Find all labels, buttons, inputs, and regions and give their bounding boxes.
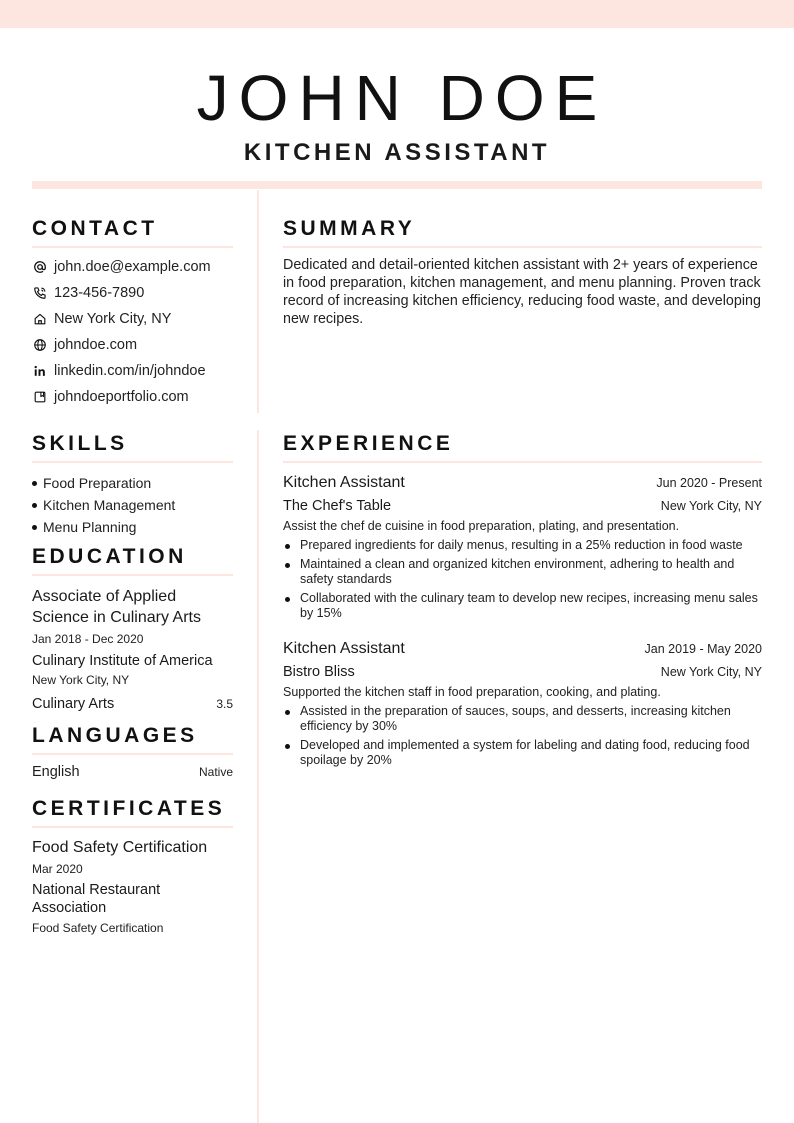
job-company: The Chef's Table: [283, 498, 392, 514]
bullet-dot: [285, 544, 290, 549]
job-bullet-text: Maintained a clean and organized kitchen environment, adhering to health and safety standards: [300, 557, 735, 586]
contact-phone-text: 123-456-7890: [54, 285, 145, 301]
person-name: JOHN DOE: [196, 62, 608, 134]
education-field: Culinary Arts: [32, 696, 115, 712]
job-bullet: [283, 738, 762, 768]
summary-section: [283, 216, 762, 328]
job-entry: [283, 473, 762, 621]
education-dates: Jan 2018 - Dec 2020: [32, 632, 144, 646]
column-divider: [257, 190, 259, 413]
education-heading: EDUCATION: [32, 544, 233, 576]
bullet-dot: [285, 563, 290, 568]
job-description: Supported the kitchen staff in food preparation, cooking, and plating.: [283, 685, 661, 699]
bullet-dot: [32, 481, 37, 486]
job-bullet-text: Collaborated with the culinary team to develop new recipes, increasing menu sales by 15%: [300, 591, 758, 620]
top-accent-band: [0, 0, 794, 28]
contact-section: [32, 216, 233, 410]
education-section: [32, 544, 233, 713]
education-location: New York City, NY: [32, 673, 130, 687]
bullet-dot: [32, 503, 37, 508]
globe-icon: [32, 338, 47, 353]
at-icon: [32, 260, 47, 275]
job-company: Bistro Bliss: [283, 664, 355, 680]
job-location: New York City, NY: [660, 665, 762, 679]
language-name: English: [32, 764, 80, 780]
job-bullet-text: Prepared ingredients for daily menus, resulting in a 25% reduction in food waste: [300, 538, 743, 552]
job-bullet: [283, 591, 762, 621]
contact-heading: CONTACT: [32, 216, 233, 248]
education-field-row: [32, 695, 233, 713]
languages-section: [32, 723, 233, 780]
skill-label: Food Preparation: [43, 475, 152, 491]
job-bullet-text: Developed and implemented a system for labeling and dating food, reducing food spoilage by 20%: [300, 738, 750, 767]
contact-email-text: john.doe@example.com: [54, 259, 211, 275]
skill-label: Kitchen Management: [43, 497, 176, 513]
header-divider: [32, 181, 762, 189]
job-dates: Jan 2019 - May 2020: [644, 642, 762, 656]
bullet-dot: [32, 525, 37, 530]
education-school: Culinary Institute of America: [32, 653, 213, 669]
skill-item: [32, 516, 233, 538]
experience-heading: EXPERIENCE: [283, 431, 762, 463]
skill-label: Menu Planning: [43, 519, 137, 535]
certificates-heading: CERTIFICATES: [32, 796, 233, 828]
contact-email[interactable]: [32, 254, 233, 280]
job-title: Kitchen Assistant: [283, 474, 405, 491]
job-bullet: [283, 557, 762, 587]
language-row: [32, 764, 233, 780]
contact-portfolio[interactable]: [32, 384, 233, 410]
contact-phone[interactable]: [32, 280, 233, 306]
job-location: New York City, NY: [660, 499, 762, 513]
job-bullets: [283, 704, 762, 768]
contact-linkedin[interactable]: [32, 358, 233, 384]
contact-website[interactable]: [32, 332, 233, 358]
resume-header: [0, 60, 794, 168]
job-bullets: [283, 538, 762, 621]
contact-website-text: johndoe.com: [54, 337, 138, 353]
skills-section: [32, 431, 233, 538]
certificate-detail: Mar 2020: [32, 862, 83, 876]
linkedin-icon: [32, 364, 47, 379]
certificates-section: [32, 796, 233, 936]
languages-heading: LANGUAGES: [32, 723, 233, 755]
skills-heading: SKILLS: [32, 431, 233, 463]
skill-item: [32, 472, 233, 494]
job-description: Assist the chef de cuisine in food preparation, plating, and presentation.: [283, 519, 680, 533]
job-bullet: [283, 704, 762, 734]
summary-heading: SUMMARY: [283, 216, 762, 248]
job-bullet: [283, 538, 762, 553]
job-bullet-text: Assisted in the preparation of sauces, soups, and desserts, increasing kitchen efficiency by 30%: [300, 704, 731, 733]
experience-section: [283, 431, 762, 768]
phone-icon: [32, 286, 47, 301]
home-icon: [32, 312, 47, 327]
summary-text: Dedicated and detail-oriented kitchen assistant with 2+ years of experience in food preparation, kitchen management, and menu planning. Proven track record of increasing kitchen efficiency, reducing food waste, and developing new recipes.: [283, 257, 761, 327]
column-divider: [257, 430, 259, 1123]
job-dates: Jun 2020 - Present: [656, 476, 762, 490]
portfolio-icon: [32, 390, 47, 405]
job-title: Kitchen Assistant: [283, 640, 405, 657]
education-gpa: 3.5: [216, 697, 233, 711]
language-level: Native: [198, 765, 233, 779]
contact-linkedin-text: linkedin.com/in/johndoe: [54, 363, 206, 379]
certificate-name: Food Safety Certification: [32, 839, 208, 856]
bullet-dot: [285, 710, 290, 715]
contact-portfolio-text: johndoeportfolio.com: [54, 389, 189, 405]
certificate-detail: Food Safety Certification: [32, 921, 164, 935]
skill-item: [32, 494, 233, 516]
job-role-title: KITCHEN ASSISTANT: [243, 139, 551, 166]
bullet-dot: [285, 597, 290, 602]
education-degree: Associate of Applied Science in Culinary Arts: [32, 588, 201, 626]
contact-location: [32, 306, 233, 332]
certificate-name: National Restaurant Association: [32, 882, 161, 916]
contact-location-text: New York City, NY: [54, 311, 172, 327]
bullet-dot: [285, 744, 290, 749]
job-entry: [283, 639, 762, 768]
